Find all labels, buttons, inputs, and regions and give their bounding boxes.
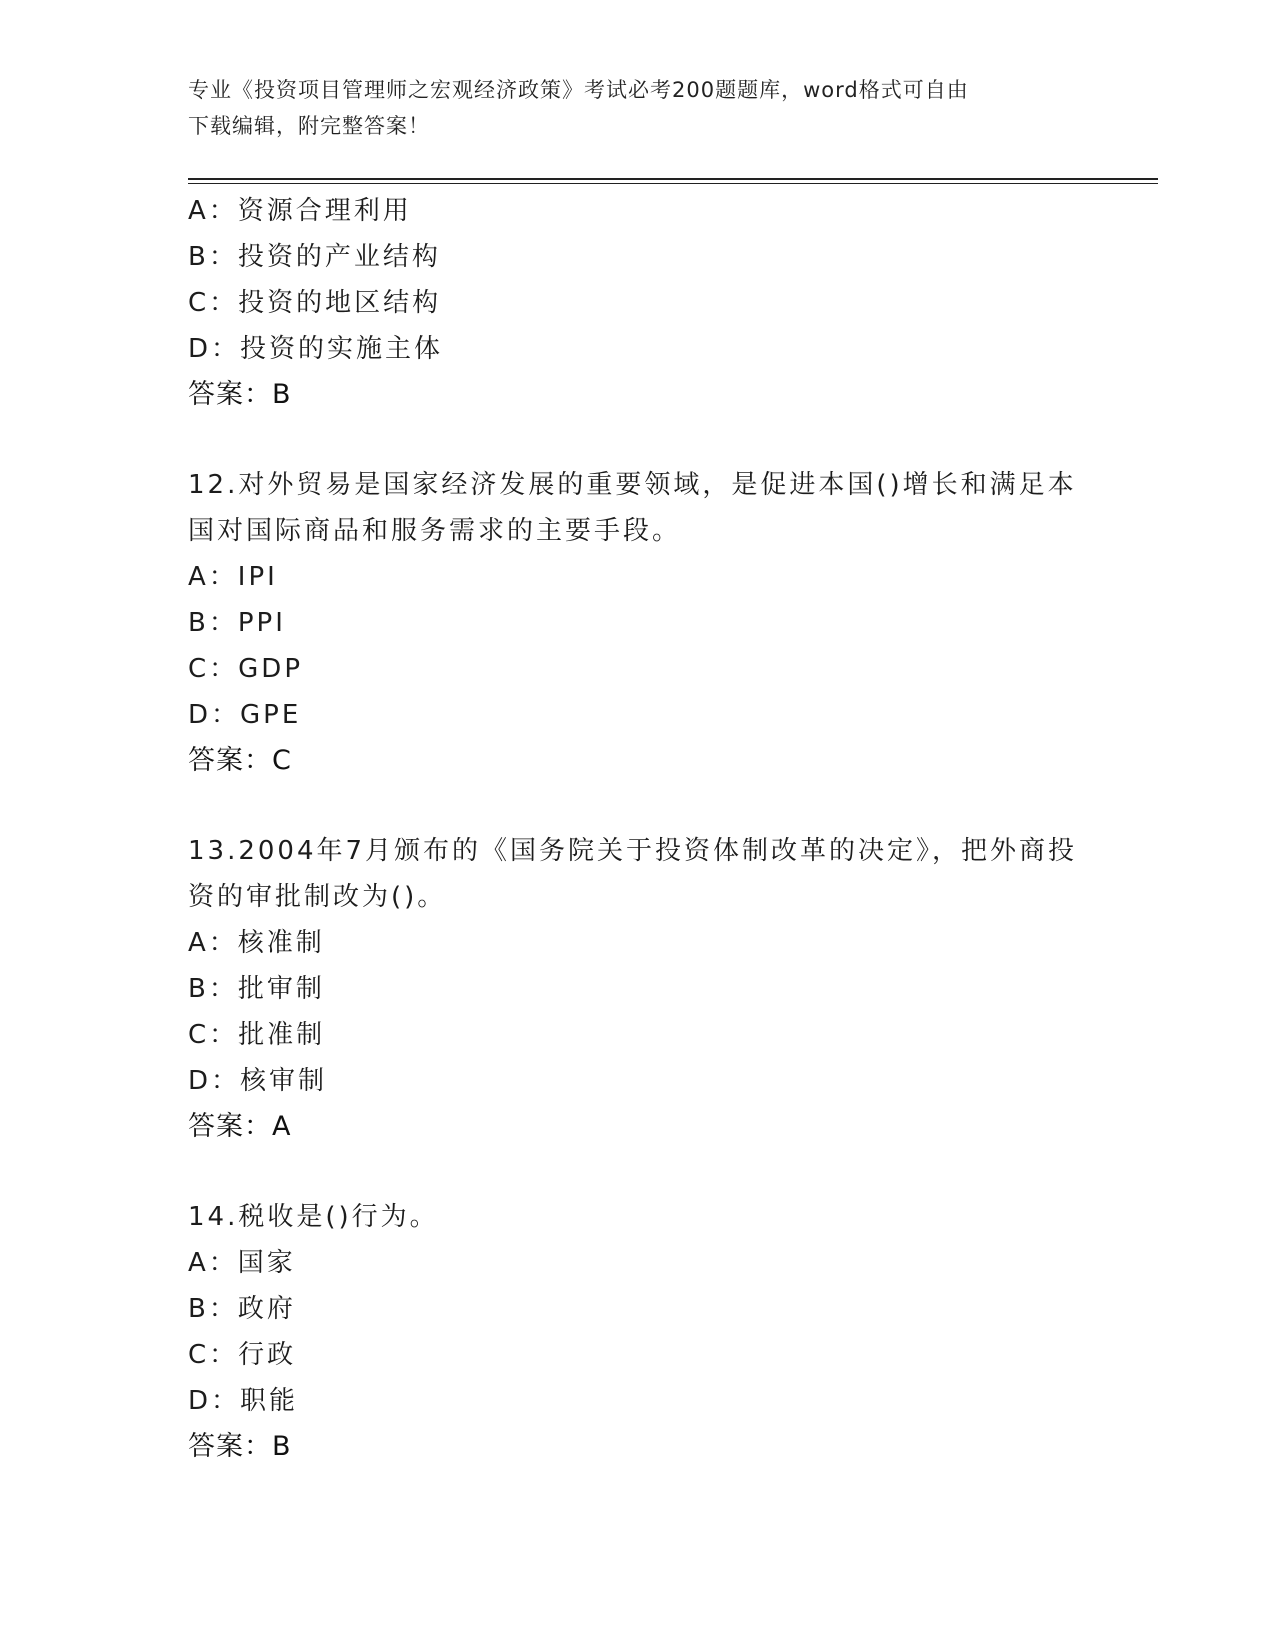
document-header — [188, 72, 1088, 144]
option-a: A：资源合理利用 — [188, 196, 412, 226]
question-list — [188, 188, 1088, 1470]
question-stem-line-1: 13.2004年7月颁布的《国务院关于投资体制改革的决定》，把外商投 — [188, 836, 1078, 866]
option-a: A：核准制 — [188, 928, 325, 958]
option-d: D：投资的实施主体 — [188, 334, 444, 364]
question-stem-line-2: 国对国际商品和服务需求的主要手段。 — [188, 516, 682, 546]
question-stem-line-2: 资的审批制改为()。 — [188, 882, 447, 912]
option-c: C：行政 — [188, 1340, 297, 1370]
answer-line: 答案：C — [188, 745, 292, 776]
spacer — [188, 418, 1088, 462]
option-a: A：IPI — [188, 562, 278, 592]
question-13 — [188, 828, 1088, 1150]
answer-line: 答案：B — [188, 1431, 292, 1462]
question-stem-line-1: 14.税收是()行为。 — [188, 1202, 439, 1232]
question-14 — [188, 1194, 1088, 1470]
option-a: A：国家 — [188, 1248, 296, 1278]
answer-line: 答案：A — [188, 1111, 292, 1142]
spacer — [188, 784, 1088, 828]
header-line-2: 下载编辑，附完整答案！ — [188, 114, 430, 138]
option-b: B：政府 — [188, 1294, 296, 1324]
option-b: B：PPI — [188, 608, 286, 638]
option-b: B：投资的产业结构 — [188, 242, 441, 272]
option-c: C：投资的地区结构 — [188, 288, 442, 318]
question-stem-line-1: 12.对外贸易是国家经济发展的重要领域，是促进本国()增长和满足本 — [188, 470, 1077, 500]
option-d: D：职能 — [188, 1386, 299, 1416]
option-c: C：批准制 — [188, 1020, 326, 1050]
answer-line: 答案：B — [188, 379, 292, 410]
option-c: C：GDP — [188, 654, 304, 684]
header-line-1: 专业《投资项目管理师之宏观经济政策》考试必考200题题库，word格式可自由 — [188, 78, 969, 102]
option-d: D：GPE — [188, 700, 302, 730]
option-b: B：批审制 — [188, 974, 325, 1004]
option-d: D：核审制 — [188, 1066, 328, 1096]
header-divider-thin — [188, 183, 1158, 184]
header-divider-thick — [188, 178, 1158, 180]
spacer — [188, 1150, 1088, 1194]
question-11 — [188, 188, 1088, 418]
question-12 — [188, 462, 1088, 784]
